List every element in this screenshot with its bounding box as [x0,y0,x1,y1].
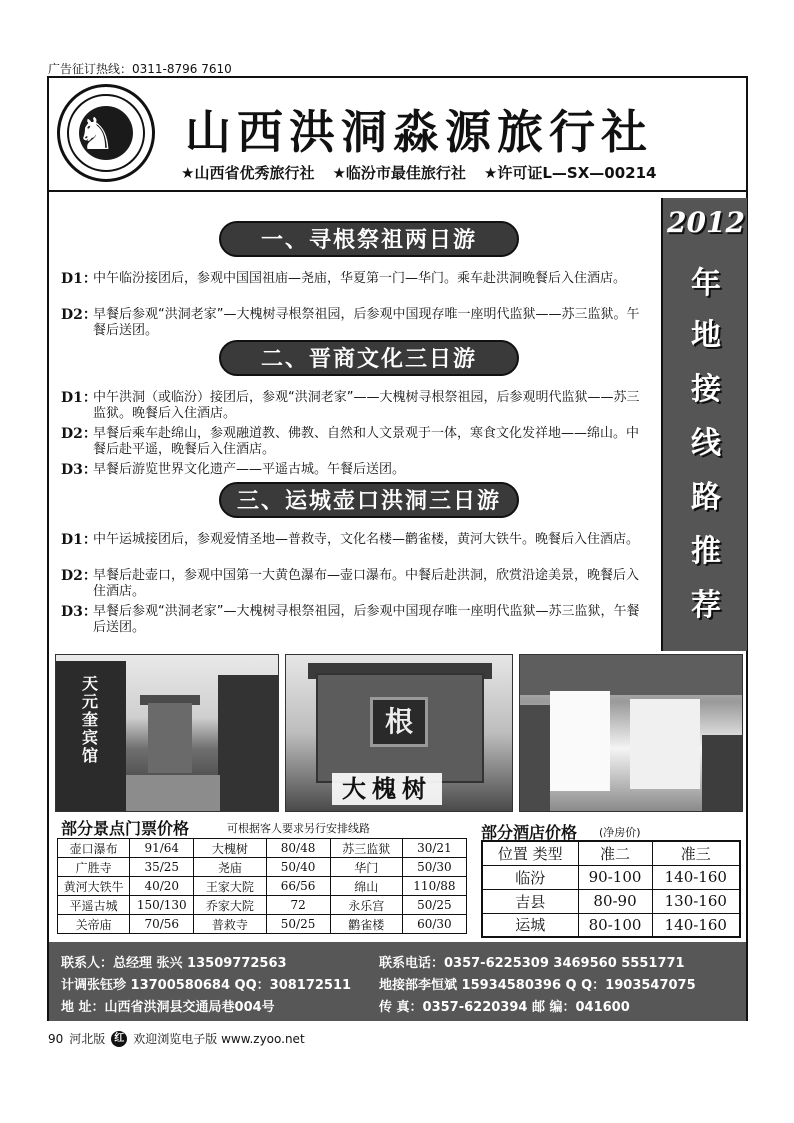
day-tag: D2： [61,307,97,323]
table-cell: 50/25 [266,915,330,934]
table-row [58,839,467,858]
table-cell: 130-160 [652,889,740,913]
table-header-cell: 位置 类型 [482,841,578,865]
agency-name: 山西洪洞淼源旅行社 [185,105,653,159]
day-tag: D3： [61,604,97,620]
table-cell: 王家大院 [194,877,266,896]
contact-planner: 计调张钰珍 13700580684 QQ：308172511 [61,978,352,993]
table-row [58,896,467,915]
table-cell: 华门 [330,858,402,877]
table-cell: 60/30 [402,915,466,934]
day-tag: D3： [61,462,97,478]
day-text: 早餐后参观“洪洞老家”—大槐树寻根祭祖园，后参观中国现存唯一座明代监狱—苏三监狱，午餐后送团。 [93,604,640,635]
table-cell: 绵山 [330,877,402,896]
day-tag: D1： [61,532,97,548]
table-header-cell: 准三 [652,841,740,865]
recommend-char: 地 [691,318,721,353]
footer-website: 欢迎浏览电子版 www.zyoo.net [133,1032,305,1046]
day-text: 中午运城接团后，参观爱情圣地—普救寺，文化名楼—鹳雀楼，黄河大铁牛。晚餐后入住酒店。 [93,532,640,547]
table-cell: 35/25 [130,858,194,877]
contact-row [61,952,741,971]
table-cell: 70/56 [130,915,194,934]
table-cell: 永乐宫 [330,896,402,915]
table-cell: 乔家大院 [194,896,266,915]
photo-caption: 大槐树 [332,773,442,805]
recommend-year: 2012 [667,206,745,239]
contact-row [61,996,741,1015]
recommend-char: 接 [691,372,721,407]
table-row [58,858,467,877]
recommend-char: 年 [691,266,721,301]
photo-ancient-street [55,654,279,812]
table-cell: 40/20 [130,877,194,896]
contact-fax: 传 真：0357-6220394 邮 编：041600 [379,1000,630,1015]
recommend-char: 线 [691,426,721,461]
photo-street [126,775,220,811]
recommend-char: 荐 [691,588,721,623]
ad-hotline: 广告征订热线：0311-8796 7610 [48,62,232,76]
contact-row [61,974,741,993]
route-day [61,426,657,458]
table-cell: 50/25 [402,896,466,915]
agency-header [49,78,746,192]
table-cell: 大槐树 [194,839,266,858]
photo-shop-sign: 天元奎宾馆 [82,674,99,765]
ticket-price-title: 部分景点门票价格 [61,819,190,838]
table-row [482,865,740,889]
recommend-char: 路 [691,480,721,515]
table-cell: 66/56 [266,877,330,896]
table-row [58,915,467,934]
table-cell: 140-160 [652,865,740,889]
table-cell: 72 [266,896,330,915]
table-cell: 壶口瀑布 [58,839,130,858]
table-cell: 140-160 [652,913,740,937]
table-cell: 尧庙 [194,858,266,877]
photo-rock [520,705,550,812]
table-cell: 运城 [482,913,578,937]
table-cell: 关帝庙 [58,915,130,934]
day-text: 早餐后乘车赴绵山，参观融道教、佛教、自然和人文景观于一体，寒食文化发祥地——绵山。中餐后赴平遥，晚餐后入住酒店。 [93,426,640,457]
table-cell: 临汾 [482,865,578,889]
day-text: 中午临汾接团后，参观中国国祖庙—尧庙，华夏第一门—华门。乘车赴洪洞晚餐后入住酒店。 [93,271,627,286]
route-day [61,568,657,600]
publisher-logo-icon: 红 [111,1031,127,1047]
honor-item: ★许可证L—SX—00214 [483,164,657,182]
route-day [61,390,657,422]
ticket-price-table [57,838,467,934]
route-day [61,307,657,339]
table-cell: 50/30 [402,858,466,877]
photo-cliff [520,655,743,695]
table-cell: 80-100 [578,913,652,937]
horse-icon: ♞ [76,109,116,160]
table-header-cell: 准二 [578,841,652,865]
day-text: 中午洪洞（或临汾）接团后，参观“洪洞老家”——大槐树寻根祭祖园，后参观明代监狱——苏三监狱。晚餐后入住酒店。 [93,390,640,421]
table-row [482,913,740,937]
day-tag: D1： [61,390,97,406]
day-text: 早餐后游览世界文化遗产——平遥古城。午餐后送团。 [93,462,406,477]
route-title: 三、运城壶口洪洞三日游 [219,482,519,518]
contact-phone: 联系电话：0357-6225309 3469560 5551771 [379,956,685,971]
table-cell: 150/130 [130,896,194,915]
route-title: 二、晋商文化三日游 [219,340,519,376]
agency-logo [57,84,155,182]
photo-gate-plaque: 根 [370,697,428,747]
photo-waterfall [519,654,743,812]
day-tag: D2： [61,426,97,442]
honor-item: ★山西省优秀旅行社 [181,164,315,182]
day-tag: D2： [61,568,97,584]
recommend-char: 推 [691,534,721,569]
table-cell: 吉县 [482,889,578,913]
table-cell: 鹳雀楼 [330,915,402,934]
photo-root-gate [285,654,513,812]
recommend-panel [661,198,747,651]
table-cell: 30/21 [402,839,466,858]
photo-building [218,675,278,811]
contact-address: 地 址：山西省洪洞县交通局巷004号 [61,1000,275,1015]
route-day [61,604,657,636]
table-cell: 50/40 [266,858,330,877]
ticket-price-note: 可根据客人要求另行安排线路 [227,822,370,835]
route-day [61,462,657,478]
table-row [58,877,467,896]
table-header-row [482,841,740,865]
table-cell: 苏三监狱 [330,839,402,858]
photo-rock [702,735,742,812]
honors-line [181,162,656,183]
hotel-price-table [481,840,741,938]
table-row [482,889,740,913]
route-day [61,271,657,287]
hotel-price-title: 部分酒店价格 [481,823,578,842]
photo-falls [630,699,700,789]
contact-person: 联系人：总经理 张兴 13509772563 [61,956,287,971]
table-cell: 80-90 [578,889,652,913]
honor-item: ★临汾市最佳旅行社 [332,164,466,182]
page-footer [48,1030,305,1047]
day-tag: D1： [61,271,97,287]
routes-section [49,194,661,649]
photo-falls [550,691,610,791]
photo-strip [55,654,743,812]
table-cell: 110/88 [402,877,466,896]
photo-tower [148,703,192,773]
contact-ground-dept: 地接部李恒斌 15934580396 Q Q：1903547075 [379,978,696,993]
page-number: 90 [48,1031,64,1046]
advert-frame [47,76,748,1021]
day-text: 早餐后赴壶口，参观中国第一大黄色瀑布—壶口瀑布。中餐后赴洪洞，欣赏沿途美景，晚餐后入住酒店。 [93,568,640,599]
route-day [61,532,657,548]
hotel-price-note: (净房价) [599,826,641,839]
contact-panel [49,942,746,1021]
table-cell: 90-100 [578,865,652,889]
edition-label: 河北版 [69,1032,106,1046]
route-title: 一、寻根祭祖两日游 [219,221,519,257]
table-cell: 80/48 [266,839,330,858]
table-cell: 黄河大铁牛 [58,877,130,896]
table-cell: 平遥古城 [58,896,130,915]
table-cell: 普救寺 [194,915,266,934]
table-cell: 91/64 [130,839,194,858]
day-text: 早餐后参观“洪洞老家”—大槐树寻根祭祖园，后参观中国现存唯一座明代监狱——苏三监狱。午餐后送团。 [93,307,640,338]
table-cell: 广胜寺 [58,858,130,877]
